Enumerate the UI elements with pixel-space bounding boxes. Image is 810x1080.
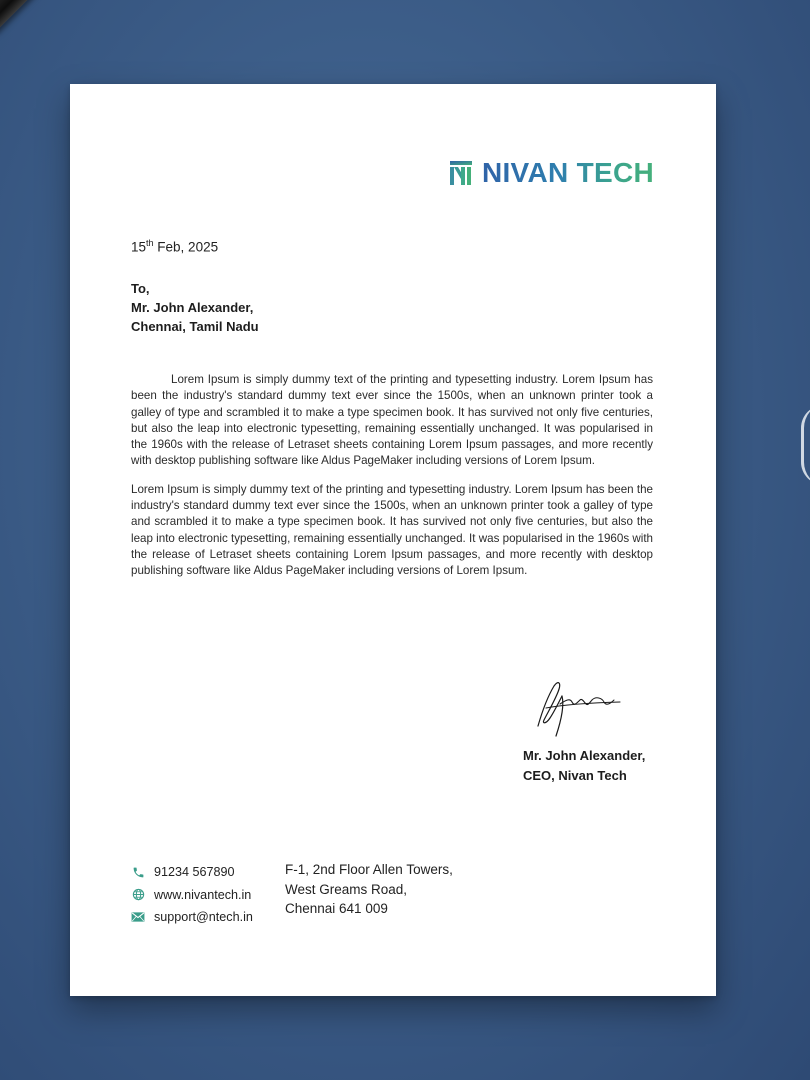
salutation: To, [131, 281, 150, 296]
letter-body [131, 372, 653, 592]
address-line: F-1, 2nd Floor Allen Towers, [285, 862, 453, 877]
bowl-edge-decoration [801, 405, 810, 485]
company-address [285, 860, 453, 919]
pen-decoration [0, 0, 47, 36]
body-paragraph: Lorem Ipsum is simply dummy text of the printing and typesetting industry. Lorem Ipsum has been the industry's standard dummy text ever since the 1500s, when an unknown printer took a galley of type and scrambled it to make a type specimen book. It has survived not only five centuries, but also the leap into electronic typesetting, remaining essentially unchanged. It was popularised in the 1960s with the release of Letraset sheets containing Lorem Ipsum passages, and more recently with desktop publishing software like Aldus PageMaker including versions of Lorem Ipsum. [131, 482, 653, 578]
phone-number: 91234 567890 [154, 865, 235, 880]
recipient-location: Chennai, Tamil Nadu [131, 319, 259, 334]
company-logo [450, 159, 654, 187]
signer-title: CEO, Nivan Tech [523, 768, 627, 783]
email-link[interactable]: support@ntech.in [154, 910, 253, 925]
globe-icon [131, 888, 145, 902]
body-paragraph: Lorem Ipsum is simply dummy text of the printing and typesetting industry. Lorem Ipsum has been the industry's standard dummy text ever since the 1500s, when an unknown printer took a galley of type and scrambled it to make a type specimen book. It has survived not only five centuries, but also the leap into electronic typesetting, remaining essentially unchanged. It was popularised in the 1960s with the release of Letraset sheets containing Lorem Ipsum passages, and more recently with desktop publishing software like Aldus PageMaker including versions of Lorem Ipsum. [131, 373, 653, 468]
contact-info [131, 861, 253, 929]
mail-icon [131, 910, 145, 924]
contact-phone [131, 861, 253, 884]
recipient-block [131, 279, 259, 336]
contact-website [131, 884, 253, 907]
letter-date: 15th Feb, 2025 [131, 238, 219, 255]
contact-email [131, 906, 253, 929]
handwritten-signature [532, 674, 627, 744]
nt-monogram-icon [450, 161, 472, 185]
signer-name: Mr. John Alexander, [523, 748, 646, 763]
phone-icon [131, 865, 145, 879]
address-line: West Greams Road, [285, 881, 408, 897]
letterhead-sheet [70, 84, 716, 996]
website-link[interactable]: www.nivantech.in [154, 887, 252, 902]
company-name: NIVAN TECH [481, 157, 654, 188]
recipient-name: Mr. John Alexander, [131, 300, 254, 315]
signer-block [523, 746, 645, 786]
address-line: Chennai 641 009 [285, 901, 388, 916]
